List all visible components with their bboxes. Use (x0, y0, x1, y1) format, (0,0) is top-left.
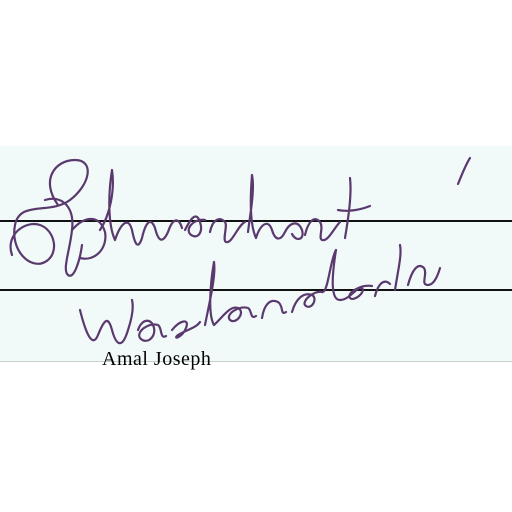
signer-name: Amal Joseph (102, 348, 212, 370)
signature-stroke-word-two (80, 245, 440, 343)
handwritten-signature (0, 140, 512, 360)
signature-stroke-word-one (100, 170, 370, 245)
signature-stroke-hyphen (458, 158, 470, 184)
signature-stroke-initial (11, 160, 106, 276)
paper-edge (0, 361, 512, 362)
